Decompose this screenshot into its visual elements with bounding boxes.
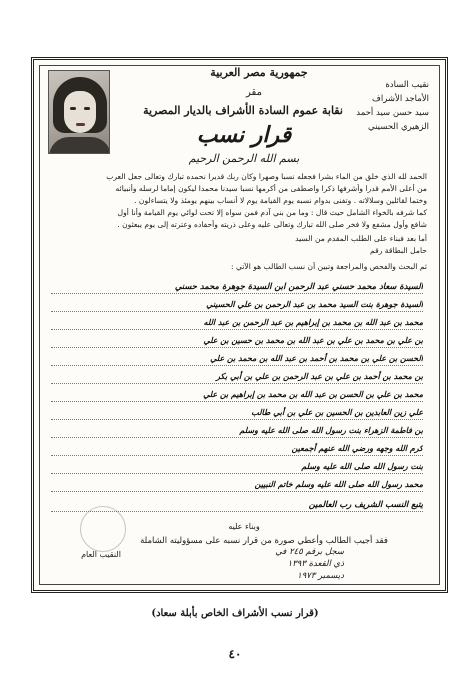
- approval-statement: فقد أجيب الطالب وأعطي صورة من قرار نسبه على مسؤوليته الشاملة: [140, 536, 388, 546]
- preamble-line: من أعلى الأمم قدرا وأشرفها ذكرا واصطفى من أكرمها نسبا سيدنا محمدا ليكون إماما لرسله وأنبيائه: [115, 184, 427, 193]
- portrait-photo: [48, 70, 110, 154]
- registration-line: ديسمبر ١٩٧٣: [297, 571, 344, 581]
- lineage-line: كرم الله وجهه ورضي الله عنهم أجمعين: [51, 442, 423, 456]
- lineage-line: بن محمد بن أحمد بن علي بن عبد الرحمن بن علي بن أبي بكر: [51, 370, 423, 384]
- lineage-line: علي زين العابدين بن الحسين بن علي بن أبي طالب: [51, 406, 423, 420]
- republic-heading: جمهورية مصر العربية: [210, 66, 308, 79]
- preamble-line: ثم البحث والفحص والمراجعة وتبين أن نسب الطالب هو الآتي :: [230, 262, 427, 271]
- chief-title-line: نقيب السادة: [385, 80, 429, 90]
- preamble-line: الحمد لله الذي خلق من الماء بشرا فجعله نسبا وصهرا وكان ربك قديرا نحمده تبارك وتعالى جعل العرب: [106, 172, 427, 181]
- basmala: بسم الله الرحمن الرحيم: [188, 152, 300, 165]
- lineage-line: بنت رسول الله صلى الله عليه وسلم: [51, 460, 423, 474]
- lineage-line: السيدة سعاد محمد حسني عبد الرحمن ابن السيدة جوهرة محمد حسني: [51, 280, 423, 294]
- chief-title-line: الزهيري الحسيني: [368, 122, 429, 132]
- preamble-line: كما شرفه بالخواء الشامل حيث قال : وما من بني آدم فمن سواه إلا تحت لوائي يوم القيامة وأنا أول: [117, 208, 427, 217]
- lineage-line: محمد رسول الله صلى الله عليه وسلم خاتم النبيين: [51, 478, 423, 492]
- lineage-line: محمد بن علي بن الحسن بن عبد الله بن محمد بن إبراهيم بن علي: [51, 388, 423, 402]
- lineage-line: بن علي بن محمد بن علي بن عبد الله بن محمد بن حسين بن علي: [51, 334, 423, 348]
- page-number: ٤٠: [228, 647, 242, 661]
- lineage-line: بن فاطمة الزهراء بنت رسول الله صلى الله عليه وسلم: [51, 424, 423, 438]
- lineage-line: محمد بن عبد الله بن محمد بن إبراهيم بن عبد الرحمن بن عبد الله: [51, 316, 423, 330]
- lineage-line: الحسن بن علي بن محمد بن أحمد بن عبد الله بن محمد بن علي: [51, 352, 423, 366]
- lineage-line: السيدة جوهرة بنت السيد محمد بن عبد الرحمن بن علي الحسيني: [51, 298, 423, 312]
- preamble-line: وختما لقائلين وسلالاته . وتفنى بدوام نسبه يوم القيامة يوم لا أنساب بينهم يومئذ ولا يتساءلون .: [134, 196, 427, 205]
- figure-caption: (قرار نسب الأشراف الخاص بأبلة سعاد): [151, 608, 319, 619]
- chief-label: النقيب العام: [81, 550, 121, 559]
- registration-line: سجل برقم ٢٤٥ في: [275, 547, 344, 557]
- chief-title-line: سيد حسن سيد أحمد: [356, 108, 429, 118]
- preamble-line: أما بعد فبناء على الطلب المقدم من السيد: [295, 234, 427, 243]
- preamble-line: حامل البطاقة رقم: [370, 246, 427, 255]
- and-based-line: وبناء عليه: [228, 522, 260, 531]
- chief-title-block: [319, 78, 429, 134]
- decision-title: قرار نسب: [196, 122, 292, 148]
- lineage-certificate: [31, 57, 448, 593]
- registration-line: ذي القعدة ١٣٩٣: [287, 559, 344, 569]
- lineage-line: يتبع النسب الشريف رب العالمين: [51, 498, 423, 512]
- official-stamp: [80, 506, 126, 552]
- preamble-line: شافع وأول مشفع ولا فخر صلى الله تبارك وتعالى عليه وعلى ذريته وأحفاده وعترته إلى يوم يبعثون .: [117, 220, 427, 229]
- chief-title-line: الأماجد الأشراف: [372, 94, 429, 104]
- registration-note: [154, 546, 344, 582]
- syndicate-name: نقابة عموم السادة الأشراف بالديار المصرية: [143, 104, 343, 117]
- headquarters-label: مقر: [246, 87, 262, 98]
